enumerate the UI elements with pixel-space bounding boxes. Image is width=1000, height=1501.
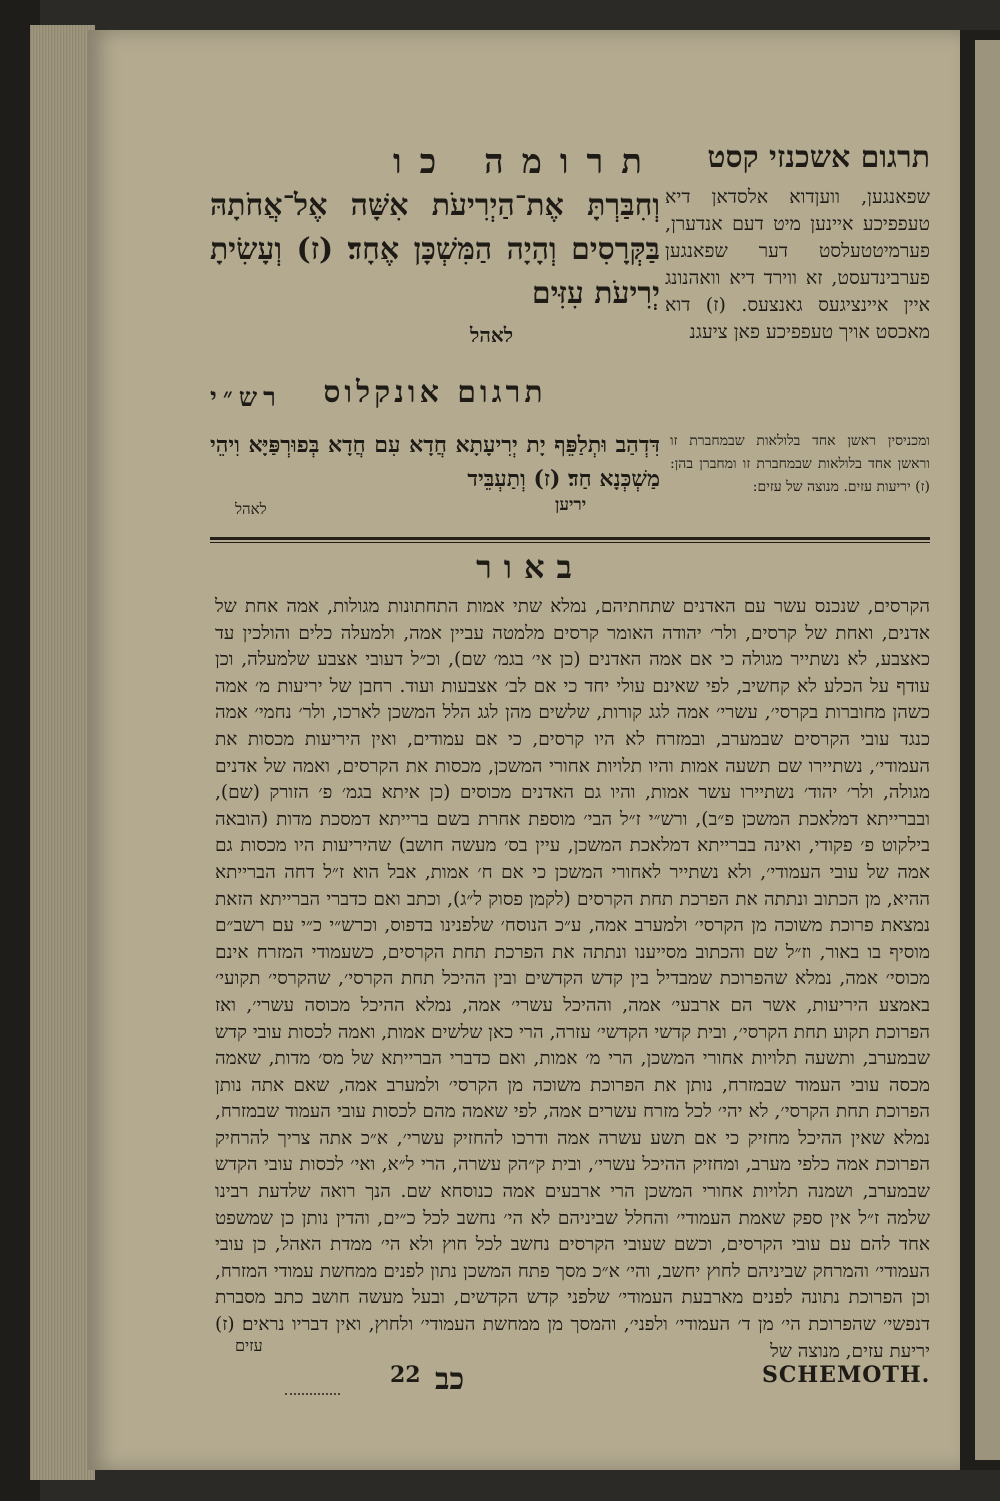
library-stamp [285,1387,340,1395]
facing-page-edge [975,40,1000,1460]
page-edges [30,25,95,1480]
rashi-text: ומכניסין ראשן אחד בלולאות שבמחברת זו וראשן אחד בלולאות שבמחברת זו ומחברן בהן: (ז) יריעות עזים. מנוצה של עזים: [670,433,930,495]
section-divider-thin [210,542,930,543]
onkelos-catchword: יריען [555,495,587,515]
onkelos-text: דִּדְהַב וּתְלַפֵּף יָת יְרִיעָתָא חֲדָא עִם חֲדָא בְּפוּרְפַּיָּא וִיהֵי מַשְׁכְּנָא חַד׃ (ז) וְתַעְבֵּיד [210,432,660,492]
section-divider [210,537,930,540]
hebrew-page-number: כב [435,1362,465,1397]
page-number: 22 [390,1362,421,1388]
portion-title: תרומה כו [392,142,660,182]
verse-catchword: לאהל [470,323,514,347]
rashi-catchword: לאהל [235,500,267,518]
book-name: SCHEMOTH. [762,1362,931,1388]
verse-text: וְחִבַּרְתָּ אֶת־הַיְרִיעֹת אִשָּׁה אֶל־אֲחֹתָהּ בַּקְּרָסִים וְהָיָה הַמִּשְׁכָּן אֶחָד׃ (ז) וְעָשִׂיתָ יְרִיעֹת עִזִּים [210,188,660,311]
biur-commentary: הקרסים, שנכנס עשר עם האדנים שתחתיהם, נמלא שתי אמות התחתונות מגולות, אמה אחת של אדנים, ואחת של קרסים, ולר׳ יהודה האומר קרסים מלמטה עביין אמה, ולמעלה כלים והולכין עד כאצבע, לא נשתייר מגולה כי אם אמה האדנים (כן אי׳ בגמ׳ שם), וכ״ל דעובי אצבע שלמעלה, וכן עודף על הכלע לא קחשיב, לפי שאינם עולי יחד כי אם לב׳ אצבעות ועוד. רחבן של יריעות מ׳ אמה כשהן מחוברות בקרסי׳, עשרי׳ אמה לגג קורות, שלשים מהן לגג הלל המשכן לארכו, ולר׳ נחמי׳ אמה כנגד עובי הקרסים שבמערב, ובמזרח לא היו קרסים, כי אם עמודים, ואין היריעות מכסות את העמודי׳, נשתיירו שם תשעה אמות והיו תלויות אחורי המשכן, מכסות את הקרסים, ואמה של אדנים מגולה, ולר׳ יהוד׳ נשתיירו עשר אמות, והיו גם האדנים מכוסים (כן איתא בגמ׳ פ׳ הזורק (שם), ובברייתא דמלאכת המשכן פ״ב), ורש״י ז״ל הבי׳ מוספת אחרת בשם ברייתא דמסכת מדות (הובאה בילקוט פ׳ פקודי, ואינה בברייתא דמלאכת המשכן, עיין בס׳ מעשה חושב) שהיריעות היו מכסות גם אמה של עובי העמודי׳, ולא נשתייר לאחורי המשכן כי אם ח׳ אמות, אבל הוא ז״ל דחה הברייתא ההיא, מן הכתוב ונתתה את הפרכת תחת הקרסים (לקמן פסוק ל״ג), וכתב ואם כדברי הברייתא הזאת נמצאת פרוכת משוכה מן הקרסי׳ ולמערב אמה, ע״כ הנוסח׳ שלפנינו בדפוס, וכרש״י כ״י עם רשב״ם מוסיף בו באור, וז״ל שם והכתוב מסייענו ונתתה את הפרכת תחת הקרסים, כשעמודי המזרח אינם מכוסי׳ אמה, נמלא שהפרוכת שמבדיל בין קדש הקדשים ובין ההיכל תחת הקרסי׳, שהקרסי׳ תקועי׳ באמצע היריעות, אשר הם ארבעי׳ אמה, וההיכל עשרי׳ אמה, נמלא ההיכל מכוסה עשרי׳, ואז הפרוכת תקוע תחת הקרסי׳, ובית קדשי הקדשי׳ עזרה, הרי כאן שלשים אמות, ואמה לכסות עובי קדש שבמערב, ותשעה תלויות אחורי המשכן, הרי מ׳ אמות, ואם כדברי הברייתא של מס׳ מדות, שאמה מכסה עובי העמוד שבמזרח, נותן את הפרוכת משוכה מן הקרסי׳ ולמערב אמה, שאם אתה נותן הפרוכת תחת הקרסי׳, לא יהי׳ לכל מזרח עשרים אמה, לפי שאמה מהם לכסות עובי העמוד שבמזרח, נמלא שאין ההיכל מחזיק כי אם תשע עשרה אמה ודרכו להחזיק עשרי׳, א״כ אתה צריך להרחיק הפרוכת אמה כלפי מערב, ומחזיק ההיכל עשרי׳, ובית ק״הק עשרה, הרי ל״א, ואי׳ לכסות עובי הקדש שבמערב, ושמנה תלויות אחורי המשכן הרי ארבעים אמה כנוסחא שם. הנך רואה שלדעת רבינו שלמה ז״ל אין ספק שאמת העמודי׳ והחלל שביניהם לא הי׳ נחשב לכל כ״ים, והדין נותן כן שמשפט אחד להם עם עובי הקרסים, וכשם שעובי הקרסים נחשב לכל חוץ ולא הי׳ ממדת האהל, כן עובי העמודי׳ והמרחק שביניהם לחוץ יחשב, והי׳ א״כ מסך פתח המשכן נתון לפנים ממחשת עמודי המזרח, וכן הפרוכת נתונה לפנים מארבעת העמודי׳ שלפני קדש הקדשים, ובעל מעשה חושב כתב מסברת דנפשי׳ שהפרוכת הי׳ מן ד׳ העמודי׳ ולפני׳, והמסך מן ממחשת העמודי׳ ולחוץ, ואין דבריו נראים׃ (ז) יריעת עזים, מנוצה של [215,596,930,1362]
rashi-title: רש״י [210,383,282,413]
onkelos-title: תרגום אונקלוס [323,375,547,410]
yiddish-translation: שפאנגען, וועןדוא אלסדאן דיא טעפפיכע איינען מיט דעם אנדערן, פערמיטטעלסט דער שפאנגען פערבינדעסט, זא ווירד דיא וואהנונג איין איינציגעס גאנצעס. (ז) דוא מאכסט אויך טעפפיכע פאן ציעגנ [665,186,930,343]
biur-title: באור [476,548,584,586]
targum-column-title: תרגום אשכנזי קסט [707,140,930,175]
biur-catchword: עזים [235,1336,263,1355]
